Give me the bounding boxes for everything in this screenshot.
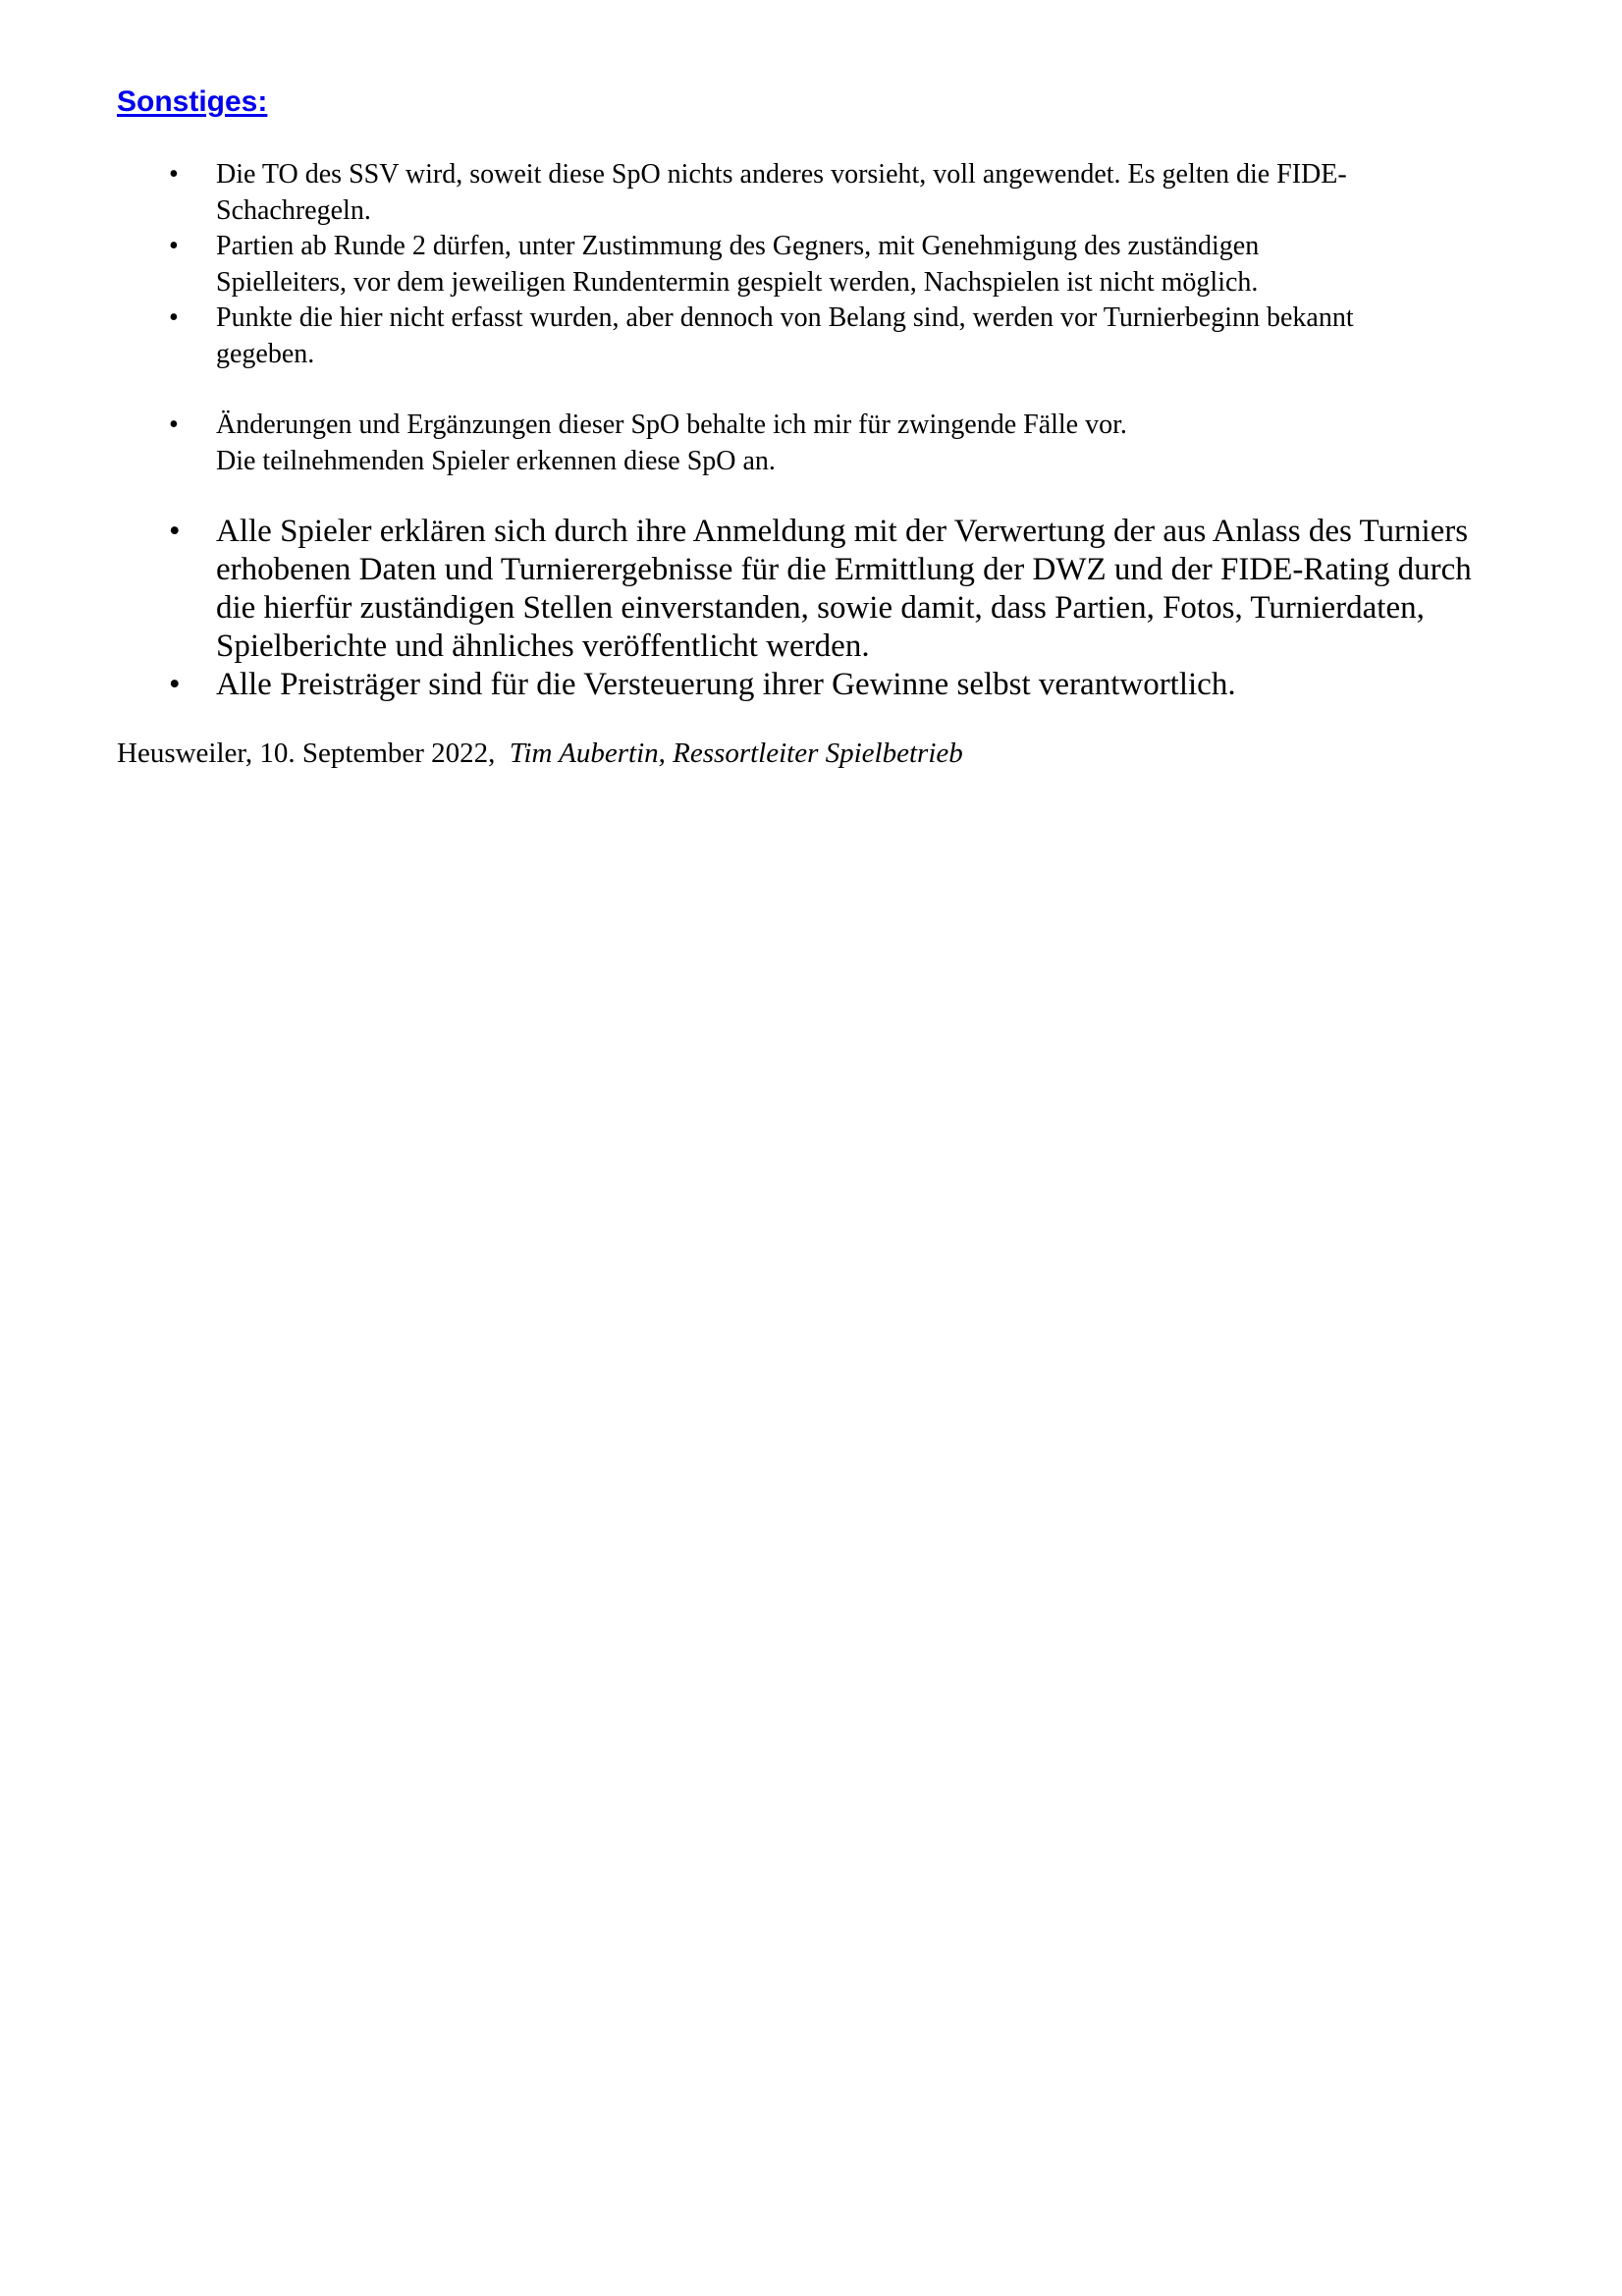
author-name: Tim Aubertin, Ressortleiter Spielbetrieb [509, 738, 963, 769]
bullet-icon: • [169, 667, 181, 702]
list-item-line: Alle Spieler erklären sich durch ihre Anmeldung mit der Verwertung der aus Anlass des Turniers [216, 514, 1469, 549]
list-item-line: Punkte die hier nicht erfasst wurden, aber dennoch von Belang sind, werden vor Turnierbeginn bekannt [216, 302, 1354, 333]
bullet-icon: • [169, 231, 179, 261]
list-item-line: Spielleiters, vor dem jeweiligen Rundentermin gespielt werden, Nachspielen ist nicht möglich. [216, 266, 1259, 298]
place-date: Heusweiler, 10. September 2022, [117, 738, 496, 769]
list-item-line: Spielberichte und ähnliches veröffentlicht werden. [216, 629, 870, 664]
bullet-icon: • [169, 159, 179, 190]
list-item-line: Die teilnehmenden Spieler erkennen diese SpO an. [216, 445, 776, 476]
list-item-datenverwertung [0, 513, 1622, 666]
list-item-line: Änderungen und Ergänzungen dieser SpO behalte ich mir für zwingende Fälle vor. [216, 410, 1127, 440]
list-item-line: Schachregeln. [216, 194, 371, 226]
list-item-preistraeger [0, 666, 1622, 704]
list-item-line: erhobenen Daten und Turnierergebnisse für die Ermittlung der DWZ und der FIDE-Rating durch [216, 552, 1472, 587]
rules-list-changes [0, 408, 1622, 479]
bullet-icon: • [169, 514, 181, 549]
rules-list-data-consent [0, 513, 1622, 704]
list-item-aenderungen [0, 408, 1622, 479]
list-item-to-ssv [0, 157, 1622, 229]
list-item-line: die hierfür zuständigen Stellen einverstanden, sowie damit, dass Partien, Fotos, Turnierdaten, [216, 590, 1425, 626]
list-item-line: Die TO des SSV wird, soweit diese SpO nichts anderes vorsieht, voll angewendet. Es gelten die FIDE- [216, 159, 1347, 190]
list-item-partien-runde-2 [0, 229, 1622, 301]
list-item-line: gegeben. [216, 338, 315, 369]
section-heading-sonstiges[interactable]: Sonstiges: [117, 85, 268, 118]
signature-line [117, 736, 963, 771]
list-item-punkte [0, 301, 1622, 372]
bullet-icon: • [169, 302, 179, 333]
list-item-line: Partien ab Runde 2 dürfen, unter Zustimmung des Gegners, mit Genehmigung des zuständigen [216, 231, 1260, 261]
bullet-icon: • [169, 410, 179, 440]
rules-list-general [0, 157, 1622, 372]
list-item-line: Alle Preisträger sind für die Versteuerung ihrer Gewinne selbst verantwortlich. [216, 667, 1236, 702]
